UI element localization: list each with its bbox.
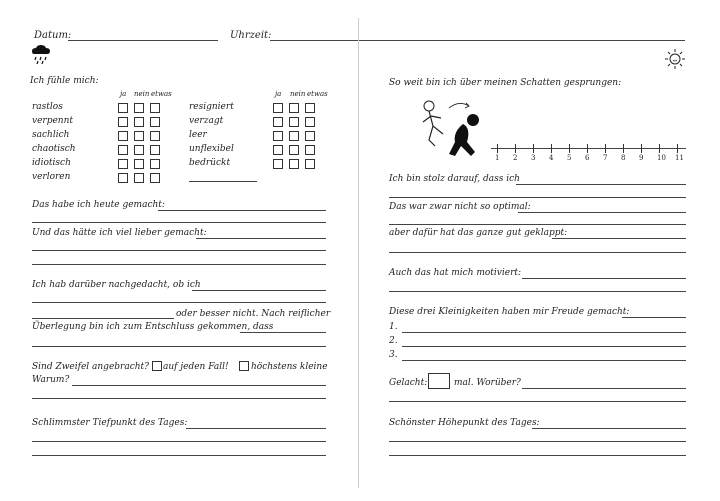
scale-number: 4	[549, 154, 554, 162]
not-optimal-label: Das war zwar nicht so optimal:	[389, 202, 531, 212]
feeling-checkbox[interactable]	[273, 117, 283, 127]
col-no-label: nein	[134, 90, 150, 98]
sun-icon	[664, 48, 686, 70]
feeling-label: unflexibel	[189, 144, 234, 154]
scale-number: 8	[621, 154, 626, 162]
feeling-checkbox[interactable]	[305, 117, 315, 127]
date-label: Datum:	[34, 30, 72, 41]
write-line[interactable]	[516, 184, 686, 185]
joy-number: 3.	[389, 350, 398, 360]
why-label: Warum?	[32, 375, 70, 385]
feeling-checkbox[interactable]	[150, 173, 160, 183]
write-line[interactable]	[240, 332, 326, 333]
col-some-label: etwas	[151, 90, 172, 98]
feeling-checkbox[interactable]	[273, 103, 283, 113]
scale-tick[interactable]	[515, 144, 516, 153]
feeling-checkbox[interactable]	[305, 145, 315, 155]
feeling-checkbox[interactable]	[150, 159, 160, 169]
today-label: Das habe ich heute gemacht:	[32, 200, 165, 210]
scale-tick[interactable]	[623, 144, 624, 153]
feelings-heading: Ich fühle mich:	[30, 76, 99, 86]
date-line[interactable]	[68, 40, 218, 41]
write-line[interactable]	[402, 346, 686, 347]
feeling-label: sachlich	[32, 130, 70, 140]
scale-number: 7	[603, 154, 608, 162]
scale-number: 2	[513, 154, 518, 162]
joy-number: 1.	[389, 322, 398, 332]
write-line[interactable]	[32, 398, 326, 399]
write-line[interactable]	[389, 401, 686, 402]
laughed-label: Gelacht:	[389, 378, 428, 388]
write-line[interactable]	[402, 360, 686, 361]
doubt-small-label: höchstens kleine	[251, 362, 328, 372]
feeling-checkbox[interactable]	[134, 117, 144, 127]
cloud-rain-icon	[30, 44, 52, 66]
feeling-checkbox[interactable]	[273, 131, 283, 141]
times-label: mal. Worüber?	[454, 378, 521, 388]
low-label: Schlimmster Tiefpunkt des Tages:	[32, 418, 188, 428]
better-label: oder besser nicht. Nach reiflicher	[176, 309, 331, 319]
scale-tick[interactable]	[551, 144, 552, 153]
write-line[interactable]	[186, 428, 326, 429]
scale-tick[interactable]	[587, 144, 588, 153]
feeling-checkbox[interactable]	[273, 159, 283, 169]
feeling-checkbox[interactable]	[118, 145, 128, 155]
write-line[interactable]	[389, 197, 686, 198]
joys-label: Diese drei Kleinigkeiten haben mir Freude gemacht:	[389, 307, 630, 317]
feeling-checkbox[interactable]	[273, 145, 283, 155]
write-line[interactable]	[532, 428, 686, 429]
write-line[interactable]	[402, 332, 686, 333]
laugh-count-box[interactable]	[428, 373, 450, 389]
feeling-checkbox[interactable]	[305, 131, 315, 141]
feeling-label: verzagt	[189, 116, 224, 126]
col-yes-label: ja	[120, 90, 127, 98]
write-line[interactable]	[32, 346, 326, 347]
write-line[interactable]	[552, 238, 686, 239]
feeling-checkbox[interactable]	[118, 159, 128, 169]
feeling-checkbox[interactable]	[134, 145, 144, 155]
write-line[interactable]	[32, 455, 326, 456]
doubt-small-checkbox[interactable]	[239, 361, 249, 371]
proud-label: Ich bin stolz darauf, dass ich	[389, 174, 520, 184]
high-label: Schönster Höhepunkt des Tages:	[389, 418, 540, 428]
feeling-checkbox[interactable]	[118, 131, 128, 141]
write-line[interactable]	[32, 441, 326, 442]
doubt-yes-checkbox[interactable]	[152, 361, 162, 371]
feeling-label: idiotisch	[32, 158, 71, 168]
scale-number: 6	[585, 154, 590, 162]
feeling-label: leer	[189, 130, 207, 140]
feeling-checkbox[interactable]	[289, 103, 299, 113]
shadow-label: So weit bin ich über meinen Schatten gesprungen:	[389, 78, 622, 88]
feeling-label: verpennt	[32, 116, 74, 126]
col-yes-label: ja	[275, 90, 282, 98]
feeling-checkbox[interactable]	[150, 145, 160, 155]
feeling-label: chaotisch	[32, 144, 76, 154]
thought-label: Ich hab darüber nachgedacht, ob ich	[32, 280, 201, 290]
scale-axis	[491, 148, 686, 149]
feeling-checkbox[interactable]	[134, 159, 144, 169]
feeling-checkbox[interactable]	[150, 131, 160, 141]
feeling-checkbox[interactable]	[118, 117, 128, 127]
feeling-other-line[interactable]	[189, 181, 257, 182]
write-line[interactable]	[518, 212, 686, 213]
feeling-checkbox[interactable]	[289, 159, 299, 169]
write-line[interactable]	[389, 455, 686, 456]
scale-tick[interactable]	[659, 144, 660, 153]
scale-number: 1	[495, 154, 500, 162]
feeling-checkbox[interactable]	[134, 173, 144, 183]
time-line[interactable]	[270, 40, 685, 41]
feeling-checkbox[interactable]	[289, 131, 299, 141]
scale-number: 3	[531, 154, 536, 162]
write-line[interactable]	[389, 441, 686, 442]
scale-number: 9	[639, 154, 644, 162]
joy-number: 2.	[389, 336, 398, 346]
write-line[interactable]	[158, 210, 326, 211]
write-line[interactable]	[522, 388, 686, 389]
feeling-checkbox[interactable]	[289, 145, 299, 155]
scale-number: 10	[657, 154, 666, 162]
feeling-checkbox[interactable]	[305, 159, 315, 169]
scale-tick[interactable]	[641, 144, 642, 153]
write-line[interactable]	[32, 264, 326, 265]
conclusion-label: Überlegung bin ich zum Entschluss gekommen, dass	[32, 322, 274, 332]
feeling-checkbox[interactable]	[134, 131, 144, 141]
rather-label: Und das hätte ich viel lieber gemacht:	[32, 228, 207, 238]
write-line[interactable]	[32, 222, 326, 223]
scale-tick[interactable]	[533, 144, 534, 153]
scale-number: 5	[567, 154, 572, 162]
write-line[interactable]	[32, 302, 326, 303]
feeling-checkbox[interactable]	[289, 117, 299, 127]
feeling-checkbox[interactable]	[134, 103, 144, 113]
scale-tick[interactable]	[677, 144, 678, 153]
write-line[interactable]	[72, 385, 326, 386]
doubts-label: Sind Zweifel angebracht?	[32, 362, 149, 372]
scale-number: 11	[675, 154, 684, 162]
write-line[interactable]	[192, 290, 326, 291]
feeling-checkbox[interactable]	[118, 173, 128, 183]
write-line[interactable]	[32, 250, 326, 251]
write-line[interactable]	[389, 224, 686, 225]
feeling-label: verloren	[32, 172, 71, 182]
worked-label: aber dafür hat das ganze gut geklappt:	[389, 228, 568, 238]
page-fold	[358, 18, 359, 488]
write-line[interactable]	[522, 278, 686, 279]
scale-tick[interactable]	[497, 144, 498, 153]
write-line[interactable]	[622, 317, 686, 318]
doubt-yes-label: auf jeden Fall!	[163, 362, 229, 372]
feeling-checkbox[interactable]	[150, 117, 160, 127]
feeling-checkbox[interactable]	[118, 103, 128, 113]
feeling-label: bedrückt	[189, 158, 231, 168]
time-label: Uhrzeit:	[230, 30, 272, 41]
write-line[interactable]	[196, 238, 326, 239]
feeling-label: rastlos	[32, 102, 63, 112]
feeling-checkbox[interactable]	[150, 103, 160, 113]
scale-tick[interactable]	[569, 144, 570, 153]
feeling-label: resigniert	[189, 102, 234, 112]
feeling-checkbox[interactable]	[305, 103, 315, 113]
write-line[interactable]	[389, 252, 686, 253]
col-no-label: nein	[290, 90, 306, 98]
write-line[interactable]	[389, 291, 686, 292]
scale-tick[interactable]	[605, 144, 606, 153]
write-line[interactable]	[32, 318, 174, 319]
motivated-label: Auch das hat mich motiviert:	[389, 268, 522, 278]
col-some-label: etwas	[307, 90, 328, 98]
jumping-figure-illustration	[415, 96, 491, 164]
